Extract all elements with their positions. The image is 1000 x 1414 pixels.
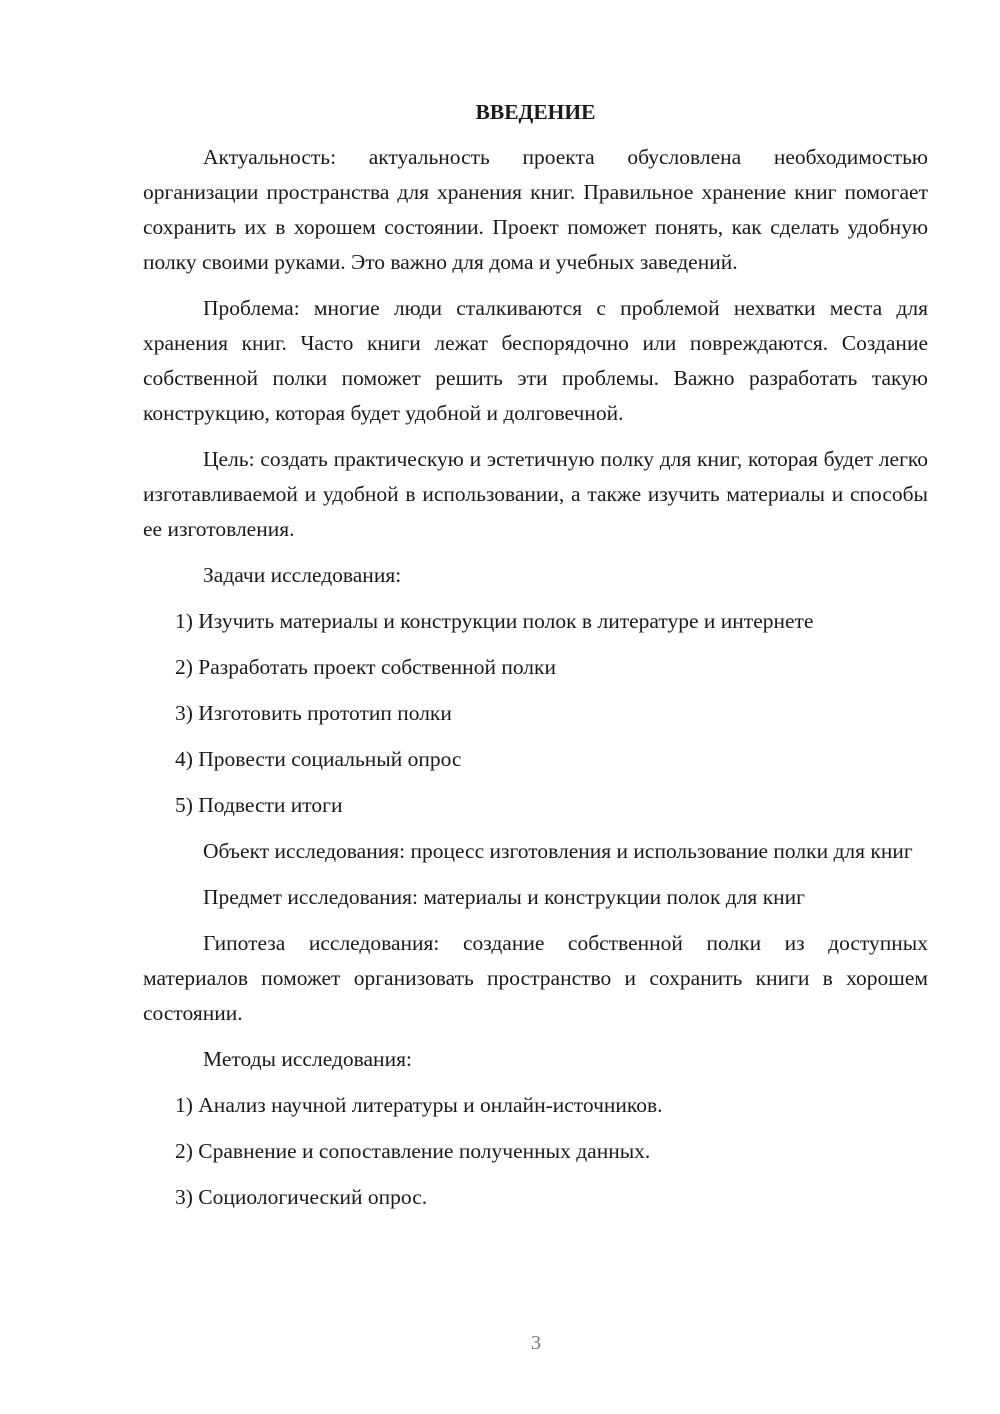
method-item: 2) Сравнение и сопоставление полученных данных. bbox=[175, 1139, 651, 1163]
paragraph-relevance: Актуальность: актуальность проекта обусловлена необходимостью организации пространства для хранения книг. Правильное хранение книг помогает сохранить их в хорошем состоянии. Проект поможет понять, как сделать удобную полку своими руками. Это важно для дома и учебных заведений. bbox=[143, 145, 928, 274]
task-item: 5) Подвести итоги bbox=[175, 793, 343, 817]
methods-heading: Методы исследования: bbox=[203, 1047, 412, 1071]
paragraph-goal: Цель: создать практическую и эстетичную полку для книг, которая будет легко изготавливаемой и удобной в использовании, а также изучить материалы и способы ее изготовления. bbox=[143, 447, 928, 541]
paragraph-subject: Предмет исследования: материалы и конструкции полок для книг bbox=[203, 885, 805, 909]
task-item: 4) Провести социальный опрос bbox=[175, 747, 462, 771]
paragraph-object: Объект исследования: процесс изготовления и использование полки для книг bbox=[203, 839, 913, 863]
method-item: 1) Анализ научной литературы и онлайн-источников. bbox=[175, 1093, 663, 1117]
method-item: 3) Социологический опрос. bbox=[175, 1185, 428, 1209]
task-item: 3) Изготовить прототип полки bbox=[175, 701, 452, 725]
page-number: 3 bbox=[531, 1332, 541, 1354]
page-content bbox=[143, 95, 928, 1215]
task-item: 2) Разработать проект собственной полки bbox=[175, 655, 556, 679]
section-title: ВВЕДЕНИЕ bbox=[475, 100, 596, 124]
paragraph-hypothesis: Гипотеза исследования: создание собственной полки из доступных материалов поможет организовать пространство и сохранить книги в хорошем состоянии. bbox=[143, 931, 928, 1025]
task-item: 1) Изучить материалы и конструкции полок в литературе и интернете bbox=[175, 609, 814, 633]
tasks-heading: Задачи исследования: bbox=[203, 563, 402, 587]
paragraph-problem: Проблема: многие люди сталкиваются с проблемой нехватки места для хранения книг. Часто книги лежат беспорядочно или повреждаются. Создание собственной полки поможет решить эти проблемы. Важно разработать такую конструкцию, которая будет удобной и долговечной. bbox=[143, 296, 928, 425]
